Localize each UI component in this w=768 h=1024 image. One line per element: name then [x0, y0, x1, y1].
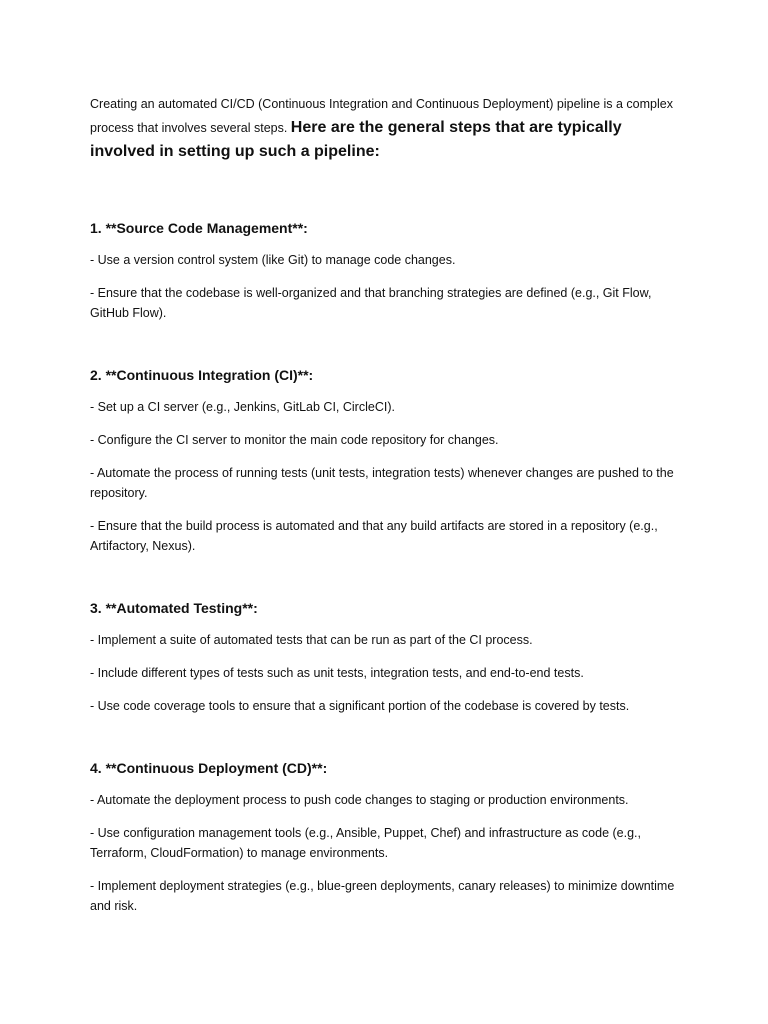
section-heading: 2. **Continuous Integration (CI)**:: [90, 367, 314, 383]
list-item: - Ensure that the build process is automated and that any build artifacts are stored in a repository (e.g., Artifactory, Nexus).: [90, 519, 658, 553]
section-heading: 1. **Source Code Management**:: [90, 220, 308, 236]
list-item: - Configure the CI server to monitor the main code repository for changes.: [90, 433, 499, 447]
section-source-code-management: [90, 218, 684, 323]
section-automated-testing: [90, 598, 684, 716]
list-item: - Use code coverage tools to ensure that a significant portion of the codebase is covered by tests.: [90, 699, 630, 713]
section-heading: 3. **Automated Testing**:: [90, 600, 258, 616]
intro-text: Creating an automated CI/CD (Continuous Integration and Continuous Deployment) pipeline is a complex process that involves several steps.: [90, 97, 673, 135]
section-heading: 4. **Continuous Deployment (CD)**:: [90, 760, 328, 776]
list-item: - Ensure that the codebase is well-organized and that branching strategies are defined (e.g., Git Flow, GitHub Flow).: [90, 286, 652, 320]
intro-paragraph: [90, 92, 684, 164]
list-item: - Implement deployment strategies (e.g., blue-green deployments, canary releases) to minimize downtime and risk.: [90, 879, 675, 913]
list-item: - Include different types of tests such as unit tests, integration tests, and end-to-end tests.: [90, 666, 584, 680]
list-item: - Automate the process of running tests (unit tests, integration tests) whenever changes are pushed to the repository.: [90, 466, 674, 500]
list-item: - Automate the deployment process to push code changes to staging or production environments.: [90, 793, 629, 807]
section-continuous-integration: [90, 365, 684, 556]
list-item: - Use configuration management tools (e.g., Ansible, Puppet, Chef) and infrastructure as code (e.g., Terraform, CloudFormation) to manage environments.: [90, 826, 641, 860]
list-item: - Use a version control system (like Git) to manage code changes.: [90, 253, 456, 267]
intro-lead-text: Here are the general steps that are typically involved in setting up such a pipeline:: [90, 119, 622, 160]
list-item: - Implement a suite of automated tests that can be run as part of the CI process.: [90, 633, 533, 647]
list-item: - Set up a CI server (e.g., Jenkins, GitLab CI, CircleCI).: [90, 400, 395, 414]
section-continuous-deployment: [90, 758, 684, 916]
